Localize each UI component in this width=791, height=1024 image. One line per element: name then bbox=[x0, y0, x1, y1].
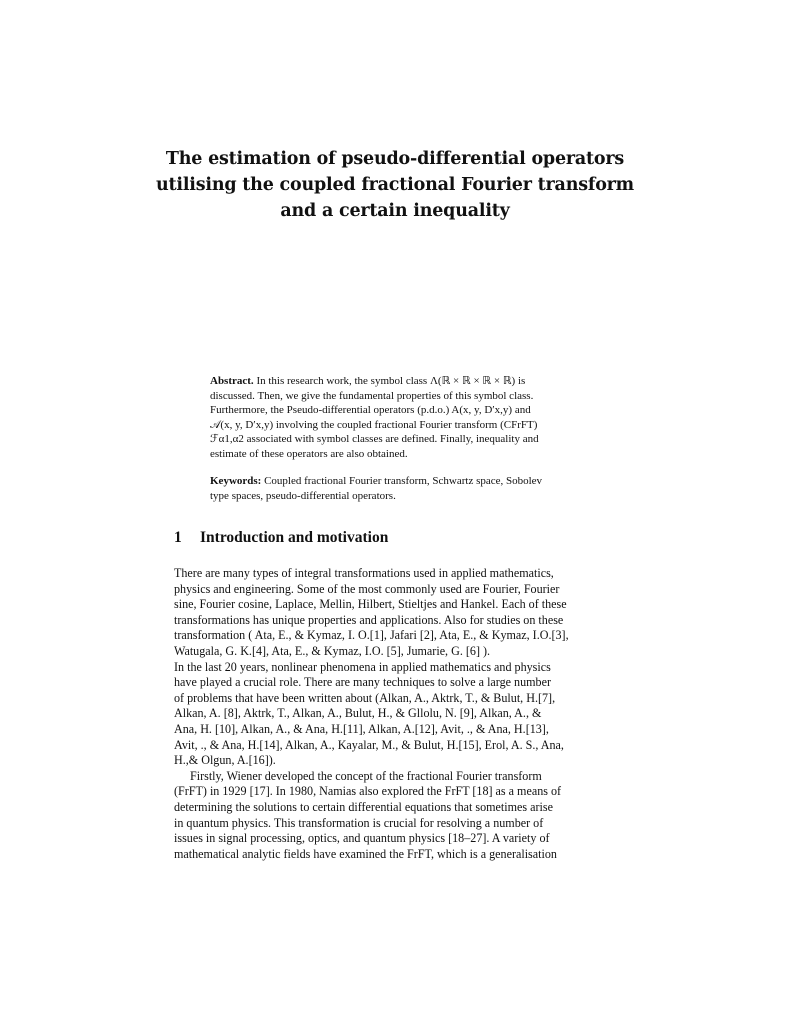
body-line-7: In the last 20 years, nonlinear phenomena in applied mathematics and physics bbox=[174, 659, 551, 674]
body-line-16: determining the solutions to certain differential equations that sometimes arise bbox=[174, 799, 553, 814]
body-line-13: H.,& Olgun, A.[16]). bbox=[174, 753, 276, 768]
section-heading bbox=[174, 528, 388, 548]
abstract-line-1 bbox=[210, 374, 582, 389]
section-title: Introduction and motivation bbox=[200, 529, 389, 546]
body-line-11: Ana, H. [10], Alkan, A., & Ana, H.[11], Alkan, A.[12], Avit, ., & Ana, H.[13], bbox=[174, 721, 549, 736]
title-line-2: utilising the coupled fractional Fourier transform bbox=[155, 175, 635, 195]
abstract-line-2: discussed. Then, we give the fundamental properties of this symbol class. bbox=[210, 389, 534, 402]
body-line-5: transformation ( Ata, E., & Kymaz, I. O.[1], Jafari [2], Ata, E., & Kymaz, I.O.[3], bbox=[174, 628, 569, 643]
abstract-line-3: Furthermore, the Pseudo-differential operators (p.d.o.) A(x, y, Dʹx,y) and bbox=[210, 404, 531, 417]
body-line-3: sine, Fourier cosine, Laplace, Mellin, Hilbert, Stieltjes and Hankel. Each of these bbox=[174, 597, 567, 612]
abstract-line-4: 𝒜(x, y, Dʹx,y) involving the coupled fractional Fourier transform (CFrFT) bbox=[210, 418, 538, 431]
body-line-14: Firstly, Wiener developed the concept of the fractional Fourier transform bbox=[190, 768, 542, 783]
body-line-15: (FrFT) in 1929 [17]. In 1980, Namias also explored the FrFT [18] as a means of bbox=[174, 784, 562, 799]
title-line-3: and a certain inequality bbox=[280, 201, 510, 221]
abstract-line-5: ℱα1,α2 associated with symbol classes are defined. Finally, inequality and bbox=[210, 433, 539, 446]
keywords-line-2: type spaces, pseudo-differential operators. bbox=[210, 489, 396, 502]
section-number: 1 bbox=[174, 529, 182, 546]
title-line-1: The estimation of pseudo-differential operators bbox=[165, 149, 625, 169]
body-line-18: issues in signal processing, optics, and quantum physics [18–27]. A variety of bbox=[174, 831, 550, 846]
keywords-text-1: Coupled fractional Fourier transform, Schwartz space, Sobolev bbox=[264, 475, 543, 487]
body-line-12: Avit, ., & Ana, H.[14], Alkan, A., Kayalar, M., & Bulut, H.[15], Erol, A. S., Ana, bbox=[174, 737, 564, 752]
keywords-line-1 bbox=[210, 474, 582, 489]
abstract-text-1: In this research work, the symbol class Λ(ℝ × ℝ × ℝ × ℝ) is bbox=[256, 375, 526, 387]
body-text bbox=[174, 566, 625, 862]
keywords-label: Keywords: bbox=[210, 475, 262, 487]
paper-title bbox=[150, 146, 640, 224]
body-line-9: of problems that have been written about (Alkan, A., Aktrk, T., & Bulut, H.[7], bbox=[174, 690, 556, 705]
abstract-label: Abstract. bbox=[210, 375, 254, 387]
body-line-1: There are many types of integral transformations used in applied mathematics, bbox=[174, 566, 554, 580]
body-line-6: Watugala, G. K.[4], Ata, E., & Kymaz, I.O. [5], Jumarie, G. [6] ). bbox=[174, 643, 491, 658]
body-line-2: physics and engineering. Some of the most commonly used are Fourier, Fourier bbox=[174, 581, 560, 596]
body-line-17: in quantum physics. This transformation is crucial for resolving a number of bbox=[174, 815, 544, 830]
body-line-19: mathematical analytic fields have examined the FrFT, which is a generalisation bbox=[174, 846, 557, 861]
keywords bbox=[210, 474, 582, 503]
body-line-10: Alkan, A. [8], Aktrk, T., Alkan, A., Bulut, H., & Gllolu, N. [9], Alkan, A., & bbox=[174, 706, 542, 721]
body-line-8: have played a crucial role. There are many techniques to solve a large number bbox=[174, 675, 551, 690]
abstract-line-6: estimate of these operators are also obtained. bbox=[210, 447, 408, 460]
body-line-4: transformations has unique properties and applications. Also for studies on these bbox=[174, 612, 564, 627]
abstract bbox=[210, 374, 582, 462]
